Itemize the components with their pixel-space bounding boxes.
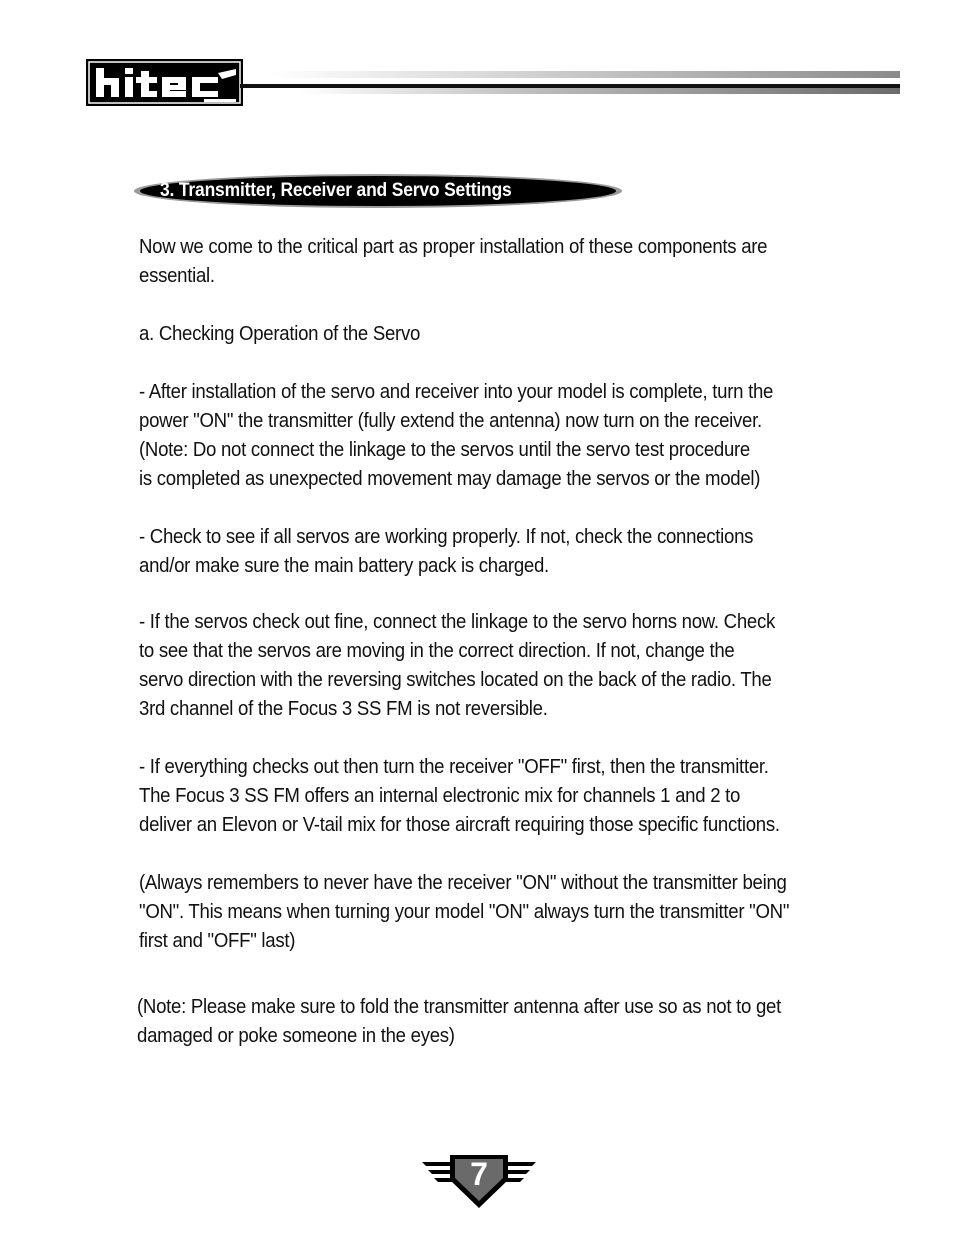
subheading-checking-servo: a. Checking Operation of the Servo bbox=[139, 323, 421, 345]
page-number: 7 bbox=[470, 1156, 488, 1192]
installation-paragraph: - After installation of the servo and receiver into your model is complete, turn the power "ON" the transmitter (fully extend the antenna) now turn on the receiver. (Note: Do not connect the linkage to the servos until the servo test procedure is completed as unexpected movement may damage the servos or the model) bbox=[139, 381, 774, 490]
power-order-note: (Always remembers to never have the receiver "ON" without the transmitter being "ON". This means when turning your model "ON" always turn the transmitter "ON" first and "OFF" last) bbox=[139, 872, 790, 952]
header-rule bbox=[240, 69, 900, 95]
page-number-badge bbox=[420, 1150, 538, 1212]
hitec-logo bbox=[86, 59, 243, 106]
section-title: 3. Transmitter, Receiver and Servo Settings bbox=[160, 180, 512, 201]
check-servos-paragraph: - Check to see if all servos are working properly. If not, check the connections and/or make sure the main battery pack is charged. bbox=[139, 526, 754, 577]
intro-paragraph: Now we come to the critical part as proper installation of these components are essential. bbox=[139, 236, 768, 287]
antenna-note: (Note: Please make sure to fold the transmitter antenna after use so as not to get damaged or poke someone in the eyes) bbox=[137, 996, 781, 1047]
servo-direction-paragraph: - If the servos check out fine, connect the linkage to the servo horns now. Check to see that the servos are moving in the correct direction. If not, change the servo direction with the reversing switches located on the back of the radio. The 3rd channel of the Focus 3 SS FM is not reversible. bbox=[139, 611, 776, 720]
power-off-paragraph: - If everything checks out then turn the receiver "OFF" first, then the transmitter. The Focus 3 SS FM offers an internal electronic mix for channels 1 and 2 to deliver an Elevon or V-tail mix for those aircraft requiring those specific functions. bbox=[139, 756, 780, 836]
